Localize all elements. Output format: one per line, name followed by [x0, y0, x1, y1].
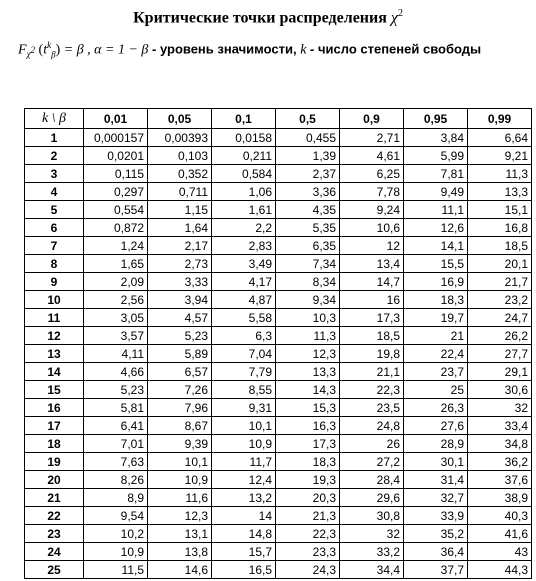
degrees-of-freedom-cell: 21 — [25, 489, 84, 507]
critical-value-cell: 1,64 — [148, 219, 212, 237]
critical-value-cell: 4,87 — [212, 291, 276, 309]
critical-value-cell: 10,2 — [84, 525, 148, 543]
critical-value-cell: 40,3 — [468, 507, 532, 525]
critical-value-cell: 7,78 — [340, 183, 404, 201]
critical-value-cell: 17,3 — [276, 435, 340, 453]
critical-value-cell: 32 — [468, 399, 532, 417]
critical-value-cell: 1,24 — [84, 237, 148, 255]
critical-value-cell: 15,5 — [404, 255, 468, 273]
critical-value-cell: 1,39 — [276, 147, 340, 165]
degrees-of-freedom-cell: 10 — [25, 291, 84, 309]
critical-value-cell: 38,9 — [468, 489, 532, 507]
critical-value-cell: 7,63 — [84, 453, 148, 471]
formula-k-desc: - число степеней свободы — [306, 41, 482, 57]
critical-value-cell: 0,103 — [148, 147, 212, 165]
critical-value-cell: 8,26 — [84, 471, 148, 489]
critical-value-cell: 9,21 — [468, 147, 532, 165]
critical-value-cell: 12 — [340, 237, 404, 255]
critical-value-cell: 3,05 — [84, 309, 148, 327]
critical-value-cell: 9,34 — [276, 291, 340, 309]
table-row — [25, 183, 532, 201]
critical-value-cell: 19,7 — [404, 309, 468, 327]
table-row — [25, 435, 532, 453]
critical-value-cell: 0,00393 — [148, 129, 212, 147]
critical-value-cell: 7,04 — [212, 345, 276, 363]
critical-value-cell: 16,3 — [276, 417, 340, 435]
critical-value-cell: 13,8 — [148, 543, 212, 561]
degrees-of-freedom-cell: 5 — [25, 201, 84, 219]
critical-value-cell: 0,872 — [84, 219, 148, 237]
critical-value-cell: 32,7 — [404, 489, 468, 507]
critical-value-cell: 0,0158 — [212, 129, 276, 147]
critical-value-cell: 11,1 — [404, 201, 468, 219]
degrees-of-freedom-cell: 22 — [25, 507, 84, 525]
table-row — [25, 471, 532, 489]
critical-value-cell: 2,73 — [148, 255, 212, 273]
table-row — [25, 255, 532, 273]
table-row — [25, 417, 532, 435]
critical-value-cell: 6,41 — [84, 417, 148, 435]
critical-value-cell: 20,1 — [468, 255, 532, 273]
critical-value-cell: 16,8 — [468, 219, 532, 237]
critical-value-cell: 9,31 — [212, 399, 276, 417]
degrees-of-freedom-cell: 12 — [25, 327, 84, 345]
critical-value-cell: 15,7 — [212, 543, 276, 561]
critical-value-cell: 0,455 — [276, 129, 340, 147]
critical-value-cell: 3,33 — [148, 273, 212, 291]
degrees-of-freedom-cell: 20 — [25, 471, 84, 489]
degrees-of-freedom-cell: 4 — [25, 183, 84, 201]
critical-value-cell: 32 — [340, 525, 404, 543]
critical-value-cell: 6,35 — [276, 237, 340, 255]
critical-value-cell: 6,25 — [340, 165, 404, 183]
critical-value-cell: 11,5 — [84, 561, 148, 579]
critical-value-cell: 4,11 — [84, 345, 148, 363]
critical-value-cell: 26 — [340, 435, 404, 453]
critical-value-cell: 8,34 — [276, 273, 340, 291]
critical-value-cell: 12,6 — [404, 219, 468, 237]
table-body — [25, 129, 532, 579]
critical-value-cell: 8,55 — [212, 381, 276, 399]
degrees-of-freedom-cell: 24 — [25, 543, 84, 561]
table-row — [25, 381, 532, 399]
degrees-of-freedom-cell: 14 — [25, 363, 84, 381]
degrees-of-freedom-cell: 13 — [25, 345, 84, 363]
critical-value-cell: 23,7 — [404, 363, 468, 381]
critical-value-cell: 12,3 — [276, 345, 340, 363]
critical-value-cell: 23,5 — [340, 399, 404, 417]
table-row — [25, 363, 532, 381]
critical-value-cell: 27,6 — [404, 417, 468, 435]
critical-value-cell: 0,000157 — [84, 129, 148, 147]
critical-value-cell: 0,352 — [148, 165, 212, 183]
critical-value-cell: 8,9 — [84, 489, 148, 507]
critical-value-cell: 17,3 — [340, 309, 404, 327]
critical-value-cell: 21,1 — [340, 363, 404, 381]
critical-value-cell: 28,4 — [340, 471, 404, 489]
formula-t-sub: β — [51, 49, 56, 60]
critical-value-cell: 0,115 — [84, 165, 148, 183]
critical-value-cell: 10,9 — [148, 471, 212, 489]
critical-value-cell: 24,3 — [276, 561, 340, 579]
critical-value-cell: 15,3 — [276, 399, 340, 417]
critical-value-cell: 14 — [212, 507, 276, 525]
critical-value-cell: 5,23 — [84, 381, 148, 399]
critical-value-cell: 23,3 — [276, 543, 340, 561]
critical-value-cell: 18,5 — [468, 237, 532, 255]
degrees-of-freedom-cell: 2 — [25, 147, 84, 165]
critical-value-cell: 9,49 — [404, 183, 468, 201]
critical-value-cell: 10,9 — [84, 543, 148, 561]
critical-value-cell: 13,4 — [340, 255, 404, 273]
critical-value-cell: 22,3 — [276, 525, 340, 543]
critical-value-cell: 2,37 — [276, 165, 340, 183]
critical-value-cell: 4,66 — [84, 363, 148, 381]
column-header: 0,5 — [276, 109, 340, 129]
column-header: 0,05 — [148, 109, 212, 129]
critical-value-cell: 3,49 — [212, 255, 276, 273]
critical-value-cell: 11,6 — [148, 489, 212, 507]
formula-F-sub-power: 2 — [30, 45, 36, 56]
table-row — [25, 165, 532, 183]
critical-value-cell: 4,61 — [340, 147, 404, 165]
critical-value-cell: 10,1 — [212, 417, 276, 435]
critical-value-cell: 21,3 — [276, 507, 340, 525]
critical-value-cell: 7,79 — [212, 363, 276, 381]
critical-value-cell: 3,57 — [84, 327, 148, 345]
critical-value-cell: 0,711 — [148, 183, 212, 201]
formula-alpha-desc: - уровень значимости, — [148, 41, 301, 57]
critical-value-cell: 9,39 — [148, 435, 212, 453]
table-row — [25, 345, 532, 363]
critical-value-cell: 1,06 — [212, 183, 276, 201]
degrees-of-freedom-cell: 19 — [25, 453, 84, 471]
table-row — [25, 219, 532, 237]
critical-value-cell: 15,1 — [468, 201, 532, 219]
critical-value-cell: 2,56 — [84, 291, 148, 309]
critical-value-cell: 0,211 — [212, 147, 276, 165]
critical-value-cell: 27,7 — [468, 345, 532, 363]
table-row — [25, 561, 532, 579]
critical-value-cell: 18,5 — [340, 327, 404, 345]
critical-value-cell: 30,8 — [340, 507, 404, 525]
critical-value-cell: 19,8 — [340, 345, 404, 363]
critical-value-cell: 31,4 — [404, 471, 468, 489]
critical-value-cell: 16 — [340, 291, 404, 309]
critical-value-cell: 14,1 — [404, 237, 468, 255]
critical-value-cell: 5,58 — [212, 309, 276, 327]
critical-value-cell: 13,3 — [276, 363, 340, 381]
formula-F: F — [18, 42, 27, 58]
critical-value-cell: 44,3 — [468, 561, 532, 579]
critical-value-cell: 2,2 — [212, 219, 276, 237]
page-title — [0, 8, 536, 27]
critical-value-cell: 5,35 — [276, 219, 340, 237]
table-row — [25, 543, 532, 561]
table-row — [25, 489, 532, 507]
critical-value-cell: 21,7 — [468, 273, 532, 291]
column-header: 0,9 — [340, 109, 404, 129]
title-chi-symbol: χ — [390, 9, 398, 27]
degrees-of-freedom-cell: 8 — [25, 255, 84, 273]
critical-value-cell: 0,554 — [84, 201, 148, 219]
table-row — [25, 201, 532, 219]
column-header: 0,01 — [84, 109, 148, 129]
critical-value-cell: 36,2 — [468, 453, 532, 471]
critical-value-cell: 5,99 — [404, 147, 468, 165]
critical-value-cell: 5,81 — [84, 399, 148, 417]
critical-value-cell: 2,83 — [212, 237, 276, 255]
critical-value-cell: 14,3 — [276, 381, 340, 399]
critical-value-cell: 18,3 — [404, 291, 468, 309]
critical-value-cell: 0,0201 — [84, 147, 148, 165]
critical-value-cell: 1,65 — [84, 255, 148, 273]
critical-value-cell: 33,4 — [468, 417, 532, 435]
critical-value-cell: 3,36 — [276, 183, 340, 201]
critical-value-cell: 11,7 — [212, 453, 276, 471]
critical-value-cell: 43 — [468, 543, 532, 561]
critical-value-cell: 34,8 — [468, 435, 532, 453]
table-row — [25, 237, 532, 255]
degrees-of-freedom-cell: 1 — [25, 129, 84, 147]
critical-value-cell: 27,2 — [340, 453, 404, 471]
critical-value-cell: 7,96 — [148, 399, 212, 417]
formula-eq-beta: = β , — [63, 42, 91, 58]
critical-value-cell: 14,7 — [340, 273, 404, 291]
critical-value-cell: 6,57 — [148, 363, 212, 381]
critical-value-cell: 9,24 — [340, 201, 404, 219]
distribution-formula: $F_{\chi^2}$ $(t^k_\beta) = \beta$ , α = 1 − β - уровень значимости, k - число степеней свободы — [18, 40, 482, 60]
column-header: 0,95 — [404, 109, 468, 129]
critical-value-cell: 28,9 — [404, 435, 468, 453]
column-header: 0,99 — [468, 109, 532, 129]
critical-value-cell: 13,2 — [212, 489, 276, 507]
critical-value-cell: 12,4 — [212, 471, 276, 489]
critical-value-cell: 24,7 — [468, 309, 532, 327]
critical-value-cell: 10,9 — [212, 435, 276, 453]
critical-value-cell: 11,3 — [276, 327, 340, 345]
critical-value-cell: 4,35 — [276, 201, 340, 219]
critical-value-cell: 5,23 — [148, 327, 212, 345]
degrees-of-freedom-cell: 23 — [25, 525, 84, 543]
degrees-of-freedom-cell: 15 — [25, 381, 84, 399]
table-row — [25, 327, 532, 345]
critical-value-cell: 25 — [404, 381, 468, 399]
critical-value-cell: 5,89 — [148, 345, 212, 363]
critical-value-cell: 22,4 — [404, 345, 468, 363]
table-row — [25, 453, 532, 471]
critical-value-cell: 10,6 — [340, 219, 404, 237]
critical-value-cell: 19,3 — [276, 471, 340, 489]
critical-value-cell: 13,3 — [468, 183, 532, 201]
critical-value-cell: 3,84 — [404, 129, 468, 147]
critical-value-cell: 6,3 — [212, 327, 276, 345]
formula-k: k — [300, 42, 307, 58]
table-row — [25, 507, 532, 525]
critical-value-cell: 20,3 — [276, 489, 340, 507]
critical-value-cell: 4,17 — [212, 273, 276, 291]
critical-value-cell: 36,4 — [404, 543, 468, 561]
table-header-row — [25, 109, 532, 129]
degrees-of-freedom-cell: 17 — [25, 417, 84, 435]
degrees-of-freedom-cell: 6 — [25, 219, 84, 237]
critical-value-cell: 16,9 — [404, 273, 468, 291]
formula-t-sup: k — [47, 40, 52, 50]
critical-value-cell: 37,6 — [468, 471, 532, 489]
critical-value-cell: 1,61 — [212, 201, 276, 219]
table-row — [25, 525, 532, 543]
critical-value-cell: 24,8 — [340, 417, 404, 435]
table-row — [25, 273, 532, 291]
critical-value-cell: 11,3 — [468, 165, 532, 183]
critical-value-cell: 2,09 — [84, 273, 148, 291]
critical-value-cell: 7,81 — [404, 165, 468, 183]
table-row — [25, 309, 532, 327]
critical-value-cell: 12,3 — [148, 507, 212, 525]
critical-value-cell: 35,2 — [404, 525, 468, 543]
degrees-of-freedom-cell: 25 — [25, 561, 84, 579]
critical-value-cell: 8,67 — [148, 417, 212, 435]
table-row — [25, 147, 532, 165]
column-header: 0,1 — [212, 109, 276, 129]
critical-value-cell: 16,5 — [212, 561, 276, 579]
critical-value-cell: 9,54 — [84, 507, 148, 525]
critical-value-cell: 29,1 — [468, 363, 532, 381]
degrees-of-freedom-cell: 9 — [25, 273, 84, 291]
critical-value-cell: 30,1 — [404, 453, 468, 471]
degrees-of-freedom-cell: 18 — [25, 435, 84, 453]
critical-points-table — [24, 108, 532, 579]
degrees-of-freedom-cell: 11 — [25, 309, 84, 327]
critical-value-cell: 10,3 — [276, 309, 340, 327]
degrees-of-freedom-cell: 3 — [25, 165, 84, 183]
critical-value-cell: 0,584 — [212, 165, 276, 183]
title-text: Критические точки распределения — [133, 9, 387, 27]
critical-value-cell: 7,01 — [84, 435, 148, 453]
formula-t: t — [43, 42, 48, 58]
critical-value-cell: 7,26 — [148, 381, 212, 399]
critical-value-cell: 33,2 — [340, 543, 404, 561]
critical-value-cell: 13,1 — [148, 525, 212, 543]
critical-value-cell: 18,3 — [276, 453, 340, 471]
table-row — [25, 129, 532, 147]
critical-value-cell: 10,1 — [148, 453, 212, 471]
table-row — [25, 291, 532, 309]
table-row — [25, 399, 532, 417]
critical-value-cell: 22,3 — [340, 381, 404, 399]
critical-value-cell: 34,4 — [340, 561, 404, 579]
critical-value-cell: 41,6 — [468, 525, 532, 543]
critical-value-cell: 1,15 — [148, 201, 212, 219]
critical-value-cell: 21 — [404, 327, 468, 345]
critical-value-cell: 4,57 — [148, 309, 212, 327]
title-chi-power: 2 — [397, 8, 403, 19]
critical-value-cell: 37,7 — [404, 561, 468, 579]
critical-value-cell: 26,3 — [404, 399, 468, 417]
table-corner-header: k \ β — [25, 109, 84, 129]
critical-value-cell: 23,2 — [468, 291, 532, 309]
critical-value-cell: 7,34 — [276, 255, 340, 273]
critical-value-cell: 14,8 — [212, 525, 276, 543]
degrees-of-freedom-cell: 7 — [25, 237, 84, 255]
critical-value-cell: 29,6 — [340, 489, 404, 507]
critical-value-cell: 33,9 — [404, 507, 468, 525]
critical-value-cell: 30,6 — [468, 381, 532, 399]
critical-value-cell: 14,6 — [148, 561, 212, 579]
formula-alpha: α = 1 − β — [94, 42, 149, 58]
degrees-of-freedom-cell: 16 — [25, 399, 84, 417]
critical-value-cell: 2,71 — [340, 129, 404, 147]
critical-value-cell: 6,64 — [468, 129, 532, 147]
critical-value-cell: 0,297 — [84, 183, 148, 201]
critical-value-cell: 2,17 — [148, 237, 212, 255]
formula-F-sub: χ — [26, 49, 31, 60]
critical-value-cell: 26,2 — [468, 327, 532, 345]
critical-value-cell: 3,94 — [148, 291, 212, 309]
